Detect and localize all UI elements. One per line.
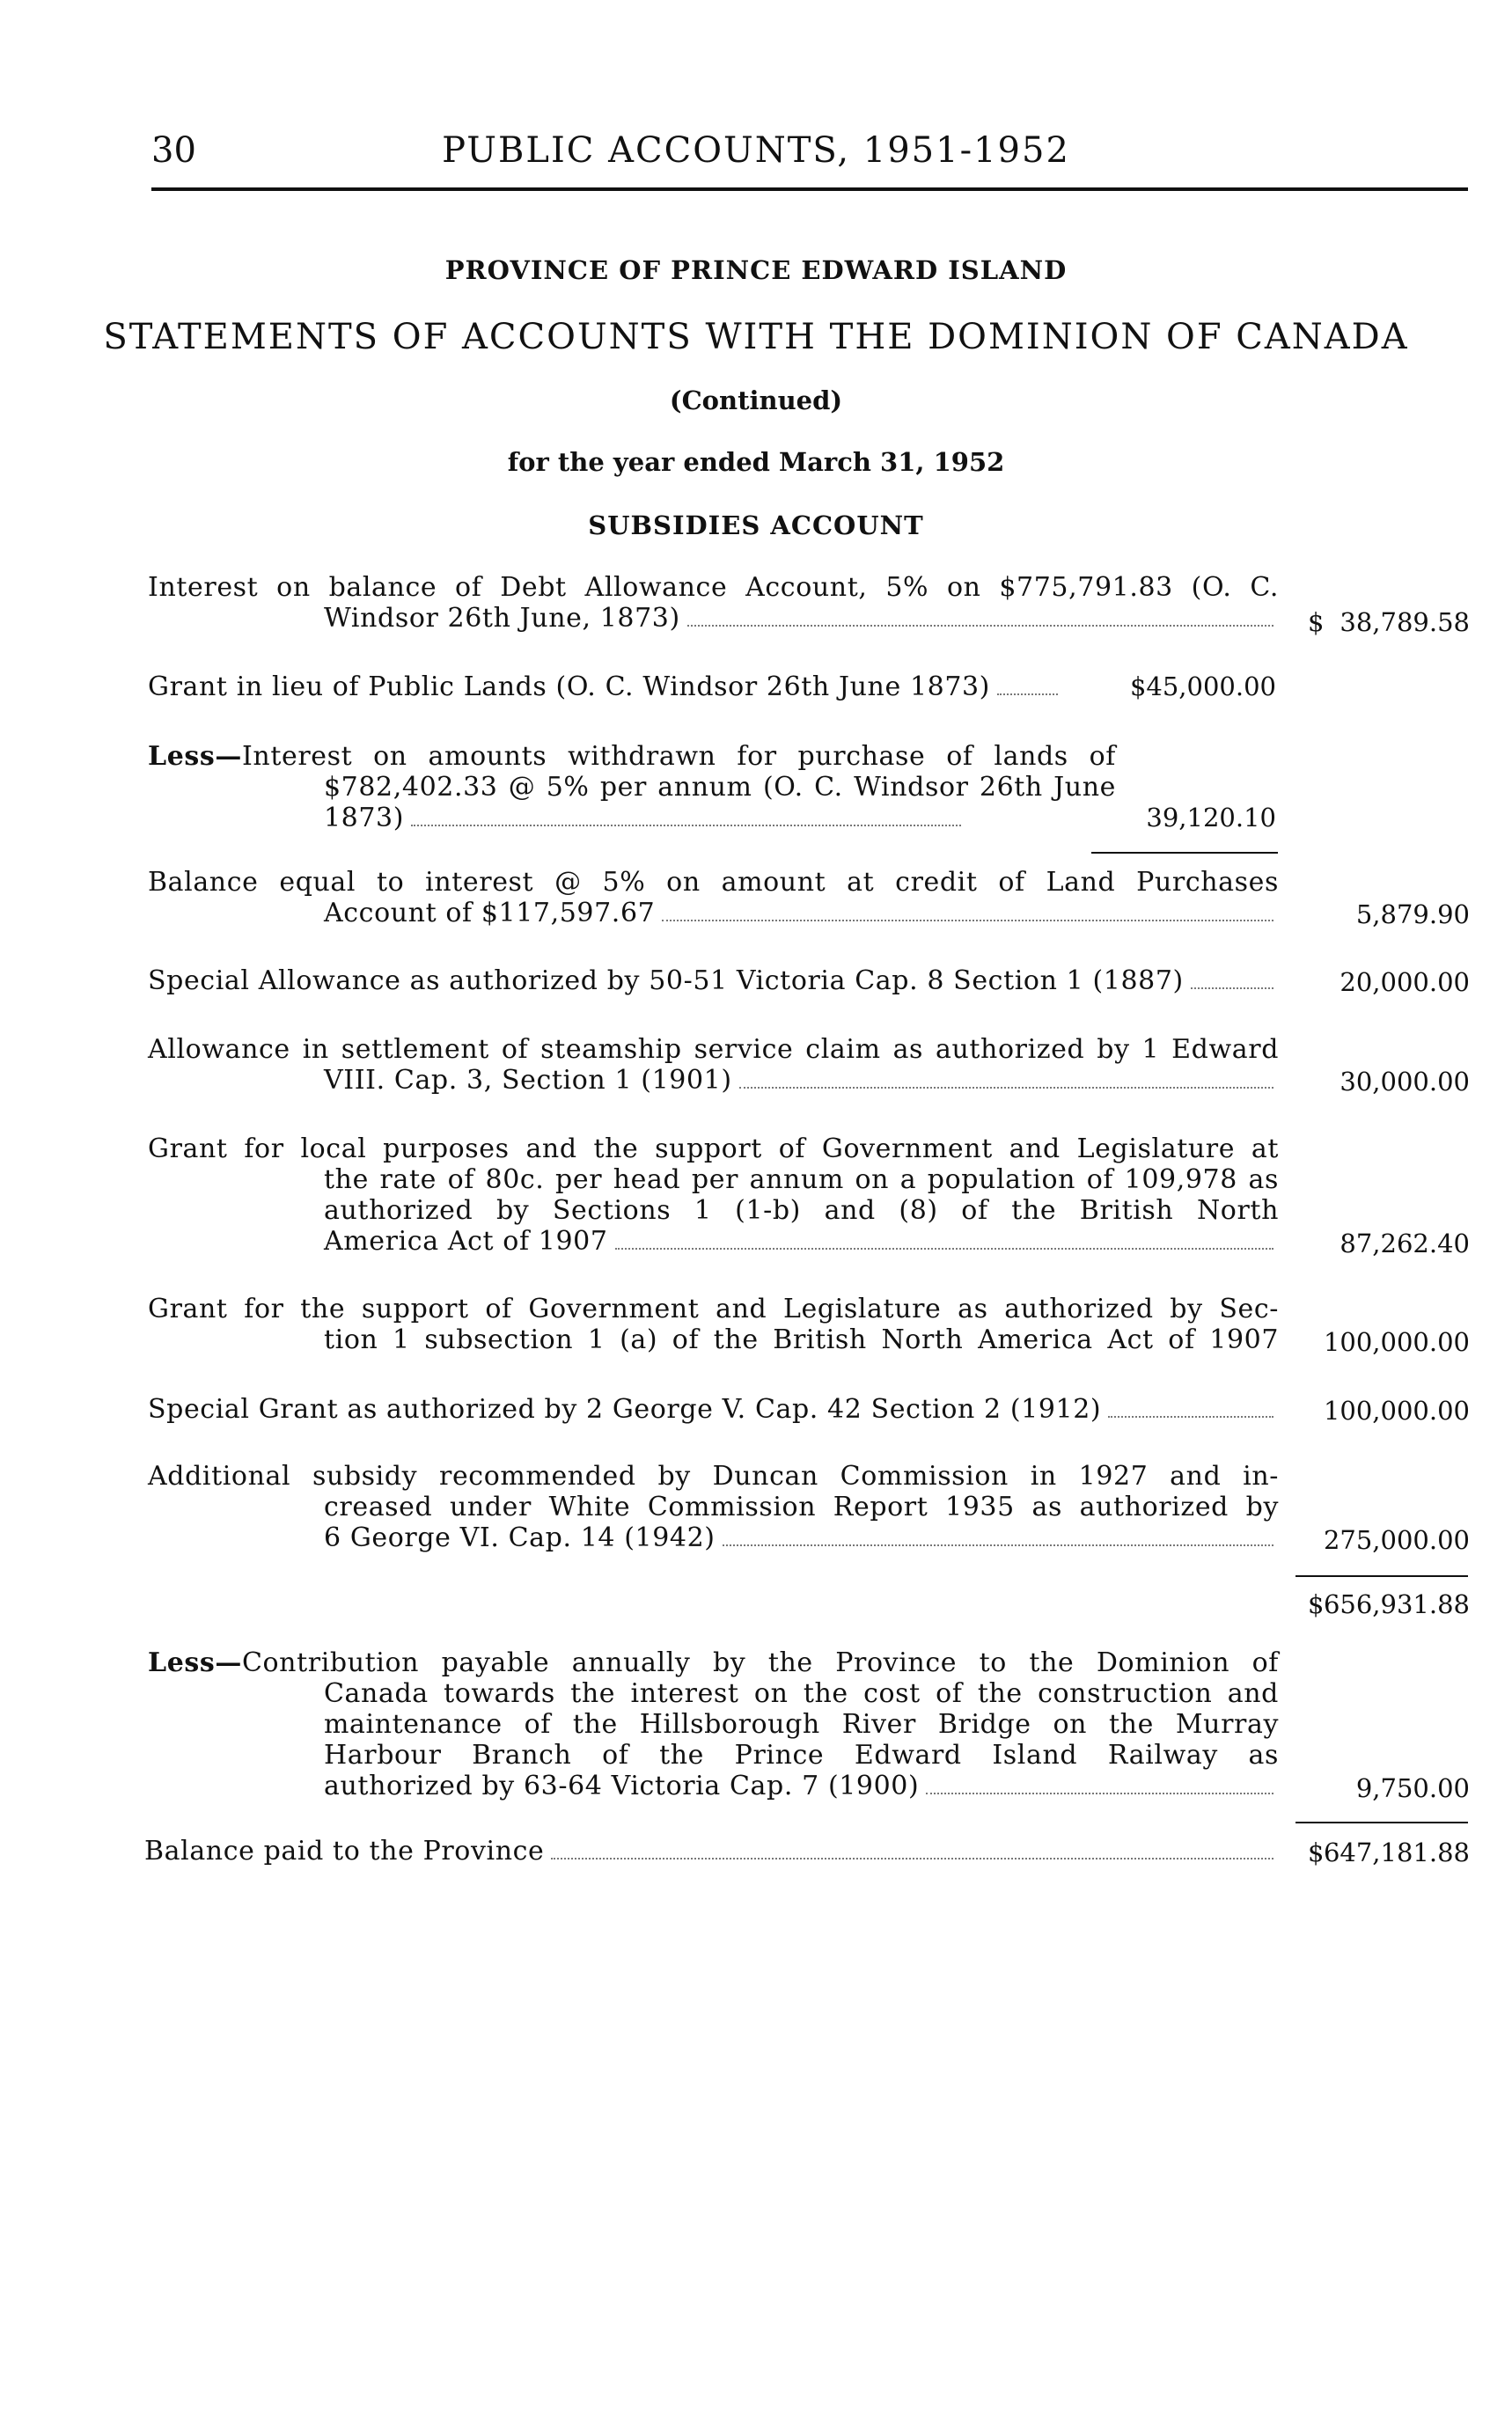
- entry-leader-line: [144, 1836, 1279, 1867]
- period-label: for the year ended March 31, 1952: [507, 447, 1005, 477]
- dot-leader: [687, 625, 1273, 627]
- entry-line: the rate of 80c. per head per annum on a population of 109,978 as: [324, 1164, 1279, 1195]
- account-heading: SUBSIDIES ACCOUNT: [588, 510, 924, 540]
- entry-line: Grant for the support of Government and Legislature as authorized by Sec-: [148, 1294, 1279, 1324]
- entry-grant-lands: [148, 671, 1063, 702]
- entry-line-text: Account of $117,597.67: [324, 898, 656, 928]
- entry-balance-paid: [144, 1836, 1279, 1867]
- running-title: PUBLIC ACCOUNTS, 1951-1952: [442, 130, 1070, 171]
- entry-line-text: Windsor 26th June, 1873): [324, 603, 680, 634]
- amount-total: 656,931.88: [1323, 1589, 1470, 1619]
- amount-support-government: 100,000.00: [1323, 1327, 1470, 1357]
- entry-line: [148, 741, 1116, 772]
- currency-symbol: $: [1308, 607, 1325, 637]
- entry-less-contribution: [148, 1647, 1279, 1801]
- entry-line: [148, 1647, 1279, 1678]
- entry-leader-line: [148, 965, 1279, 996]
- dot-leader: [739, 1087, 1273, 1089]
- entry-line-text: VIII. Cap. 3, Section 1 (1901): [324, 1065, 732, 1096]
- entry-line: creased under White Commission Report 1935 as authorized by: [324, 1492, 1279, 1522]
- entry-interest: [148, 572, 1279, 634]
- entry-line: Balance equal to interest @ 5% on amount at credit of Land Purchases: [148, 867, 1279, 898]
- entry-line-text: Balance paid to the Province: [144, 1836, 545, 1867]
- entry-line-text: 1873): [324, 803, 405, 833]
- entry-line-text: Special Allowance as authorized by 50-51 Victoria Cap. 8 Section 1 (1887): [148, 965, 1184, 996]
- page-number: 30: [151, 130, 196, 171]
- entry-leader-line: [148, 1771, 1279, 1801]
- balance-rule: [1295, 1822, 1468, 1823]
- entry-leader-line: [148, 898, 1279, 928]
- entry-leader-line: [148, 803, 1116, 833]
- entry-line-text: America Act of 1907: [324, 1226, 608, 1257]
- dot-leader: [1191, 987, 1273, 989]
- dot-leader: [1108, 1416, 1273, 1418]
- entry-leader-line: [148, 671, 1063, 702]
- less-prefix: Less—: [148, 1647, 242, 1678]
- entry-leader-line: [148, 1226, 1279, 1257]
- entry-line-text: Special Grant as authorized by 2 George V. Cap. 42 Section 2 (1912): [148, 1394, 1102, 1425]
- entry-line: Interest on balance of Debt Allowance Account, 5% on $775,791.83 (O. C.: [148, 572, 1279, 603]
- entry-steamship: [148, 1034, 1279, 1096]
- entry-line-text: Grant in lieu of Public Lands (O. C. Windsor 26th June 1873): [148, 671, 990, 702]
- province-heading: PROVINCE OF PRINCE EDWARD ISLAND: [444, 255, 1068, 285]
- dot-leader: [411, 825, 961, 826]
- less-prefix: Less—: [148, 741, 242, 772]
- entry-line: maintenance of the Hillsborough River Bridge on the Murray: [324, 1709, 1279, 1740]
- entry-line-text: 6 George VI. Cap. 14 (1942): [324, 1522, 716, 1553]
- currency-symbol: $: [1308, 1589, 1325, 1619]
- entry-line: Allowance in settlement of steamship service claim as authorized by 1 Edward: [148, 1034, 1279, 1065]
- entry-support-government: [148, 1294, 1279, 1355]
- entry-line: authorized by Sections 1 (1-b) and (8) of the British North: [324, 1195, 1279, 1226]
- currency-symbol: $: [1308, 1838, 1325, 1867]
- amount-balance-paid: 647,181.88: [1323, 1838, 1470, 1867]
- amount-special-allowance: 20,000.00: [1340, 967, 1470, 997]
- dot-leader: [615, 1248, 1273, 1250]
- statements-heading: STATEMENTS OF ACCOUNTS WITH THE DOMINION OF CANADA: [103, 317, 1409, 357]
- entry-special-allowance: [148, 965, 1279, 996]
- entry-leader-line: [148, 1394, 1279, 1425]
- entry-line: Additional subsidy recommended by Duncan Commission in 1927 and in-: [148, 1461, 1279, 1492]
- entry-line: Harbour Branch of the Prince Edward Island Railway as: [324, 1740, 1279, 1771]
- entry-leader-line: [148, 1522, 1279, 1553]
- entry-line-text: Interest on amounts withdrawn for purchase of lands of: [241, 741, 1116, 772]
- entry-line: Grant for local purposes and the support of Government and Legislature at: [148, 1133, 1279, 1164]
- entry-line-text: authorized by 63-64 Victoria Cap. 7 (1900): [324, 1771, 920, 1801]
- amount-less-interest: 39,120.10: [1146, 803, 1276, 833]
- dot-leader: [551, 1858, 1273, 1860]
- entry-leader-line: [148, 1065, 1279, 1096]
- amount-interest: 38,789.58: [1340, 607, 1470, 637]
- entry-additional-subsidy: [148, 1461, 1279, 1553]
- amount-less-contribution: 9,750.00: [1355, 1773, 1470, 1803]
- entry-local-purposes: [148, 1133, 1279, 1257]
- amount-additional-subsidy: 275,000.00: [1323, 1525, 1470, 1555]
- entry-line-text: Contribution payable annually by the Province to the Dominion of: [241, 1647, 1279, 1678]
- amount-steamship: 30,000.00: [1340, 1067, 1470, 1097]
- dot-leader: [662, 920, 1273, 921]
- entry-leader-line: [148, 603, 1279, 634]
- entry-line: tion 1 subsection 1 (a) of the British North America Act of 1907: [324, 1324, 1279, 1355]
- amount-local-purposes: 87,262.40: [1340, 1229, 1470, 1258]
- dot-leader: [997, 693, 1058, 695]
- amount-balance-equal: 5,879.90: [1355, 899, 1470, 929]
- dot-leader: [926, 1793, 1273, 1794]
- dot-leader: [723, 1544, 1273, 1546]
- continued-label: (Continued): [669, 385, 843, 415]
- entry-line: Canada towards the interest on the cost of the construction and: [324, 1678, 1279, 1709]
- entry-less-interest: [148, 741, 1116, 833]
- entry-line: $782,402.33 @ 5% per annum (O. C. Windsor 26th June: [324, 772, 1116, 803]
- total-rule: [1295, 1575, 1468, 1577]
- entry-balance-equal: [148, 867, 1279, 928]
- amount-grant-lands: $45,000.00: [1129, 671, 1276, 701]
- subtotal-rule: [1091, 852, 1278, 854]
- header-rule: [151, 187, 1468, 191]
- entry-special-grant: [148, 1394, 1279, 1425]
- amount-special-grant: 100,000.00: [1323, 1396, 1470, 1426]
